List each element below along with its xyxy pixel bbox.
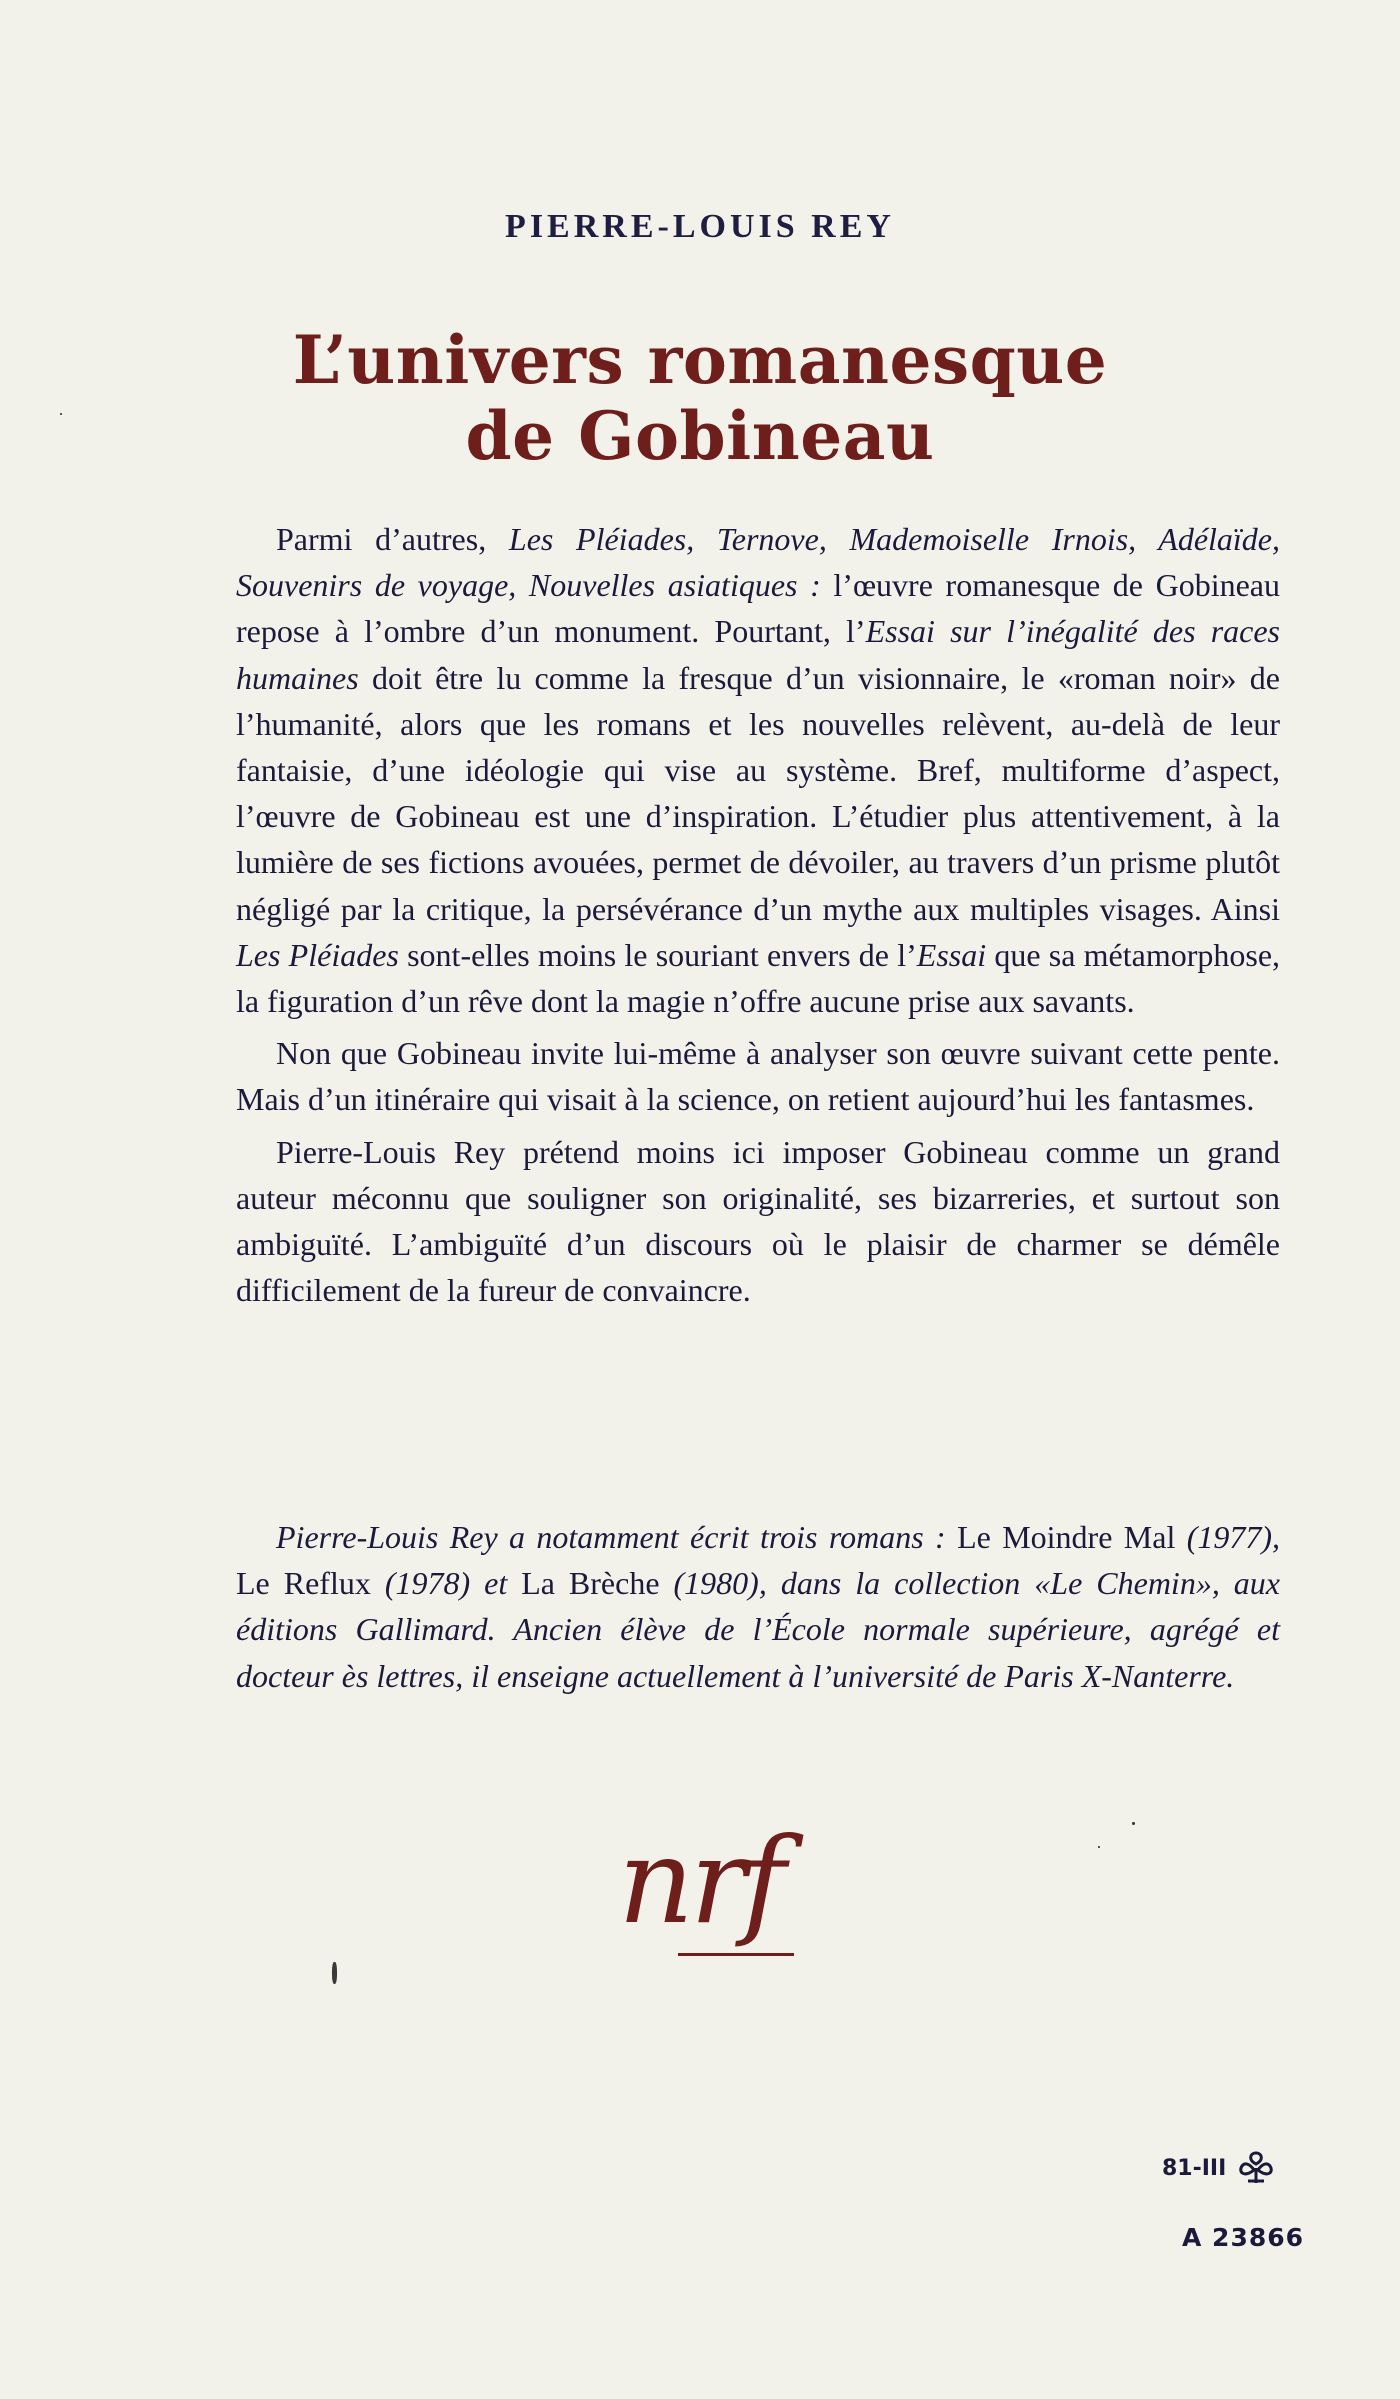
print-speck bbox=[1132, 1822, 1135, 1825]
text-run: Le Reflux bbox=[236, 1565, 371, 1602]
blurb bbox=[236, 516, 1280, 1313]
text-run: Le Moindre Mal bbox=[957, 1519, 1176, 1555]
blurb-paragraph-2: Non que Gobineau invite lui-même à analyser son œuvre suivant cette pente. Mais d’un itinéraire qui visait à la science, on retient aujourd’hui les fantasmes. bbox=[236, 1035, 1280, 1118]
print-speck bbox=[332, 1962, 337, 1984]
text-run: Parmi d’autres, bbox=[276, 521, 509, 557]
text-run: que sa métamorphose, la figuration d’un rêve dont la magie n’offre aucune prise aux savants. bbox=[236, 936, 1281, 1020]
text-run: La Brèche bbox=[521, 1565, 660, 1602]
text-run: Les Pléiades bbox=[236, 936, 399, 973]
text-run: Essai sur l’inégalité des races humaines bbox=[236, 613, 1281, 696]
author-bio bbox=[236, 1514, 1280, 1699]
edition-code-row bbox=[1162, 2150, 1276, 2186]
text-run: l’œuvre romanesque de Gobineau repose à l’ombre d’un monument. Pourtant, l’ bbox=[236, 567, 1280, 650]
edition-code: 81-III bbox=[1162, 2155, 1227, 2181]
blurb-paragraph-1 bbox=[236, 516, 1280, 1024]
catalog-reference: A 23866 bbox=[1182, 2223, 1305, 2252]
text-run: (1978) et bbox=[370, 1565, 522, 1602]
print-speck bbox=[60, 413, 62, 415]
author-name: PIERRE-LOUIS REY bbox=[505, 208, 895, 245]
gallimard-flower-icon bbox=[1236, 2150, 1276, 2186]
text-run: sont-elles moins le souriant envers de l’ bbox=[398, 936, 917, 973]
text-run: Essai bbox=[916, 936, 987, 973]
print-speck bbox=[1098, 1846, 1100, 1848]
text-run: Les Pléiades, Ternove, Mademoiselle Irnois, Adélaïde, Souvenirs de voyage, Nouvelles asiatiques : bbox=[236, 521, 1281, 604]
nrf-logo: nrf bbox=[617, 1812, 783, 1950]
book-title bbox=[0, 322, 1400, 474]
blurb-paragraph-3: Pierre-Louis Rey prétend moins ici imposer Gobineau comme un grand auteur méconnu que souligner son originalité, ses bizarreries, et surtout son ambiguïté. L’ambiguïté d’un discours où le plaisir de charmer se démêle difficilement de la fureur de convaincre. bbox=[236, 1133, 1280, 1309]
book-title-line-1: L’univers romanesque bbox=[292, 321, 1108, 399]
nrf-logo-underline bbox=[678, 1953, 794, 1956]
book-title-line-2: de Gobineau bbox=[465, 397, 935, 475]
text-run: doit être lu comme la fresque d’un visionnaire, le «roman noir» de l’humanité, alors que les romans et les nouvelles relèvent, au-delà de leur fantaisie, d’une idéologie qui vise au système. Bref, multiforme d’aspect, l’œuvre de Gobineau est une d’inspiration. L’étudier plus attentivement, à la lumière de ses fictions avouées, permet de dévoiler, au travers d’un prisme plutôt négligé par la critique, la persévérance d’un mythe aux multiples visages. Ainsi bbox=[236, 659, 1280, 927]
text-run: (1980), dans la collection «Le Chemin», aux éditions Gallimard. Ancien élève de l’École normale supérieure, agrégé et docteur ès lettres, il enseigne actuellement à l’université de Paris X-Nanterre. bbox=[236, 1565, 1280, 1694]
text-run: (1977), bbox=[1175, 1519, 1281, 1555]
text-run: Pierre-Louis Rey a notamment écrit trois romans : bbox=[276, 1519, 958, 1555]
